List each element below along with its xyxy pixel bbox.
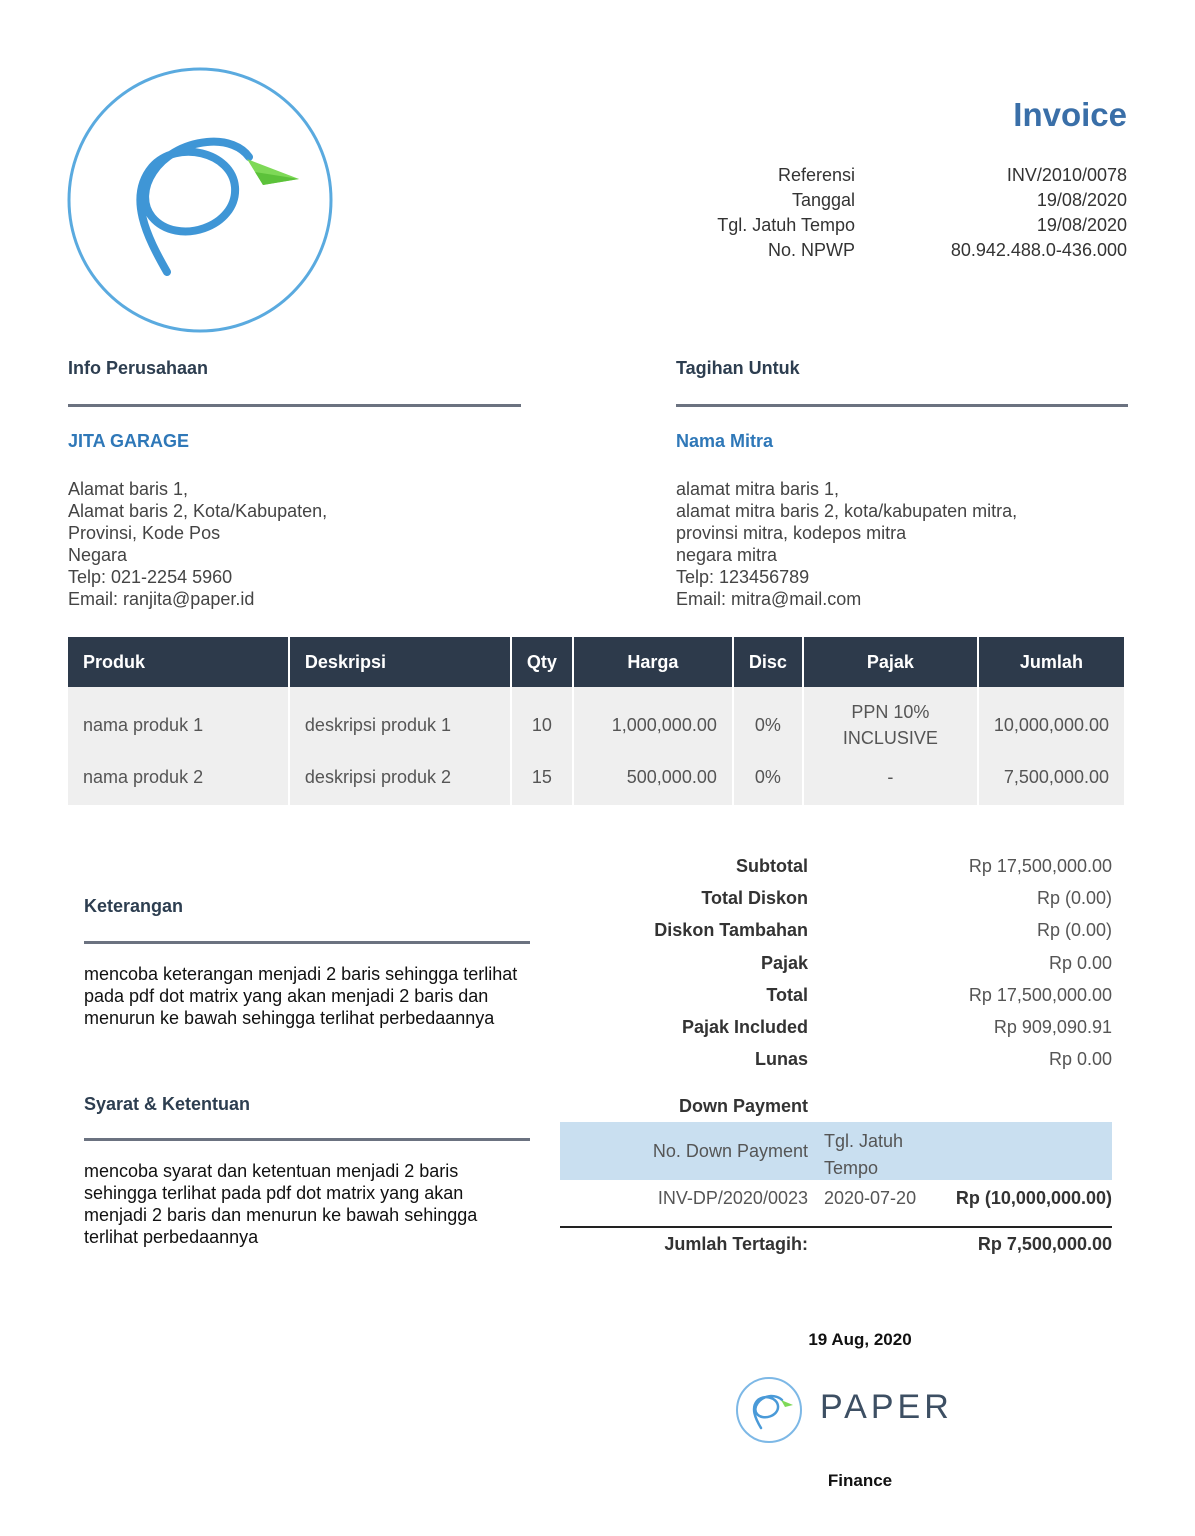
summary-row-paid bbox=[560, 1044, 1112, 1076]
dp-col-due-line: Tgl. Jatuh bbox=[824, 1131, 904, 1151]
down-payment-row bbox=[560, 1180, 1112, 1216]
company-email: Email: ranjita@paper.id bbox=[68, 589, 255, 609]
cell-harga: 1,000,000.00 bbox=[574, 687, 732, 763]
down-payment-header bbox=[560, 1122, 1112, 1180]
meta-label: Tanggal bbox=[791, 190, 855, 210]
summary-row-total-discount bbox=[560, 882, 1112, 914]
dp-col-due bbox=[824, 1128, 903, 1182]
billing-section-title: Tagihan Untuk bbox=[676, 358, 800, 378]
billing-phone: Telp: 123456789 bbox=[676, 567, 810, 587]
cell-disc: 0% bbox=[734, 687, 802, 763]
meta-row-due-date bbox=[600, 213, 1127, 238]
meta-row-reference bbox=[600, 163, 1127, 188]
summary-value: Rp 17,500,000.00 bbox=[968, 855, 1112, 876]
summary-row-total bbox=[560, 979, 1112, 1011]
col-header-pajak: Pajak bbox=[804, 637, 977, 687]
meta-row-date bbox=[600, 188, 1127, 213]
summary-value: Rp 0.00 bbox=[1048, 952, 1112, 973]
billing-address bbox=[676, 478, 1017, 610]
amount-due-divider bbox=[560, 1226, 1112, 1228]
summary-row-tax-included bbox=[560, 1011, 1112, 1043]
table-header-row bbox=[68, 637, 1124, 687]
billing-name: Nama Mitra bbox=[676, 431, 774, 451]
company-section-title: Info Perusahaan bbox=[68, 358, 209, 378]
address-line: negara mitra bbox=[676, 545, 778, 565]
summary-block bbox=[560, 850, 1112, 1076]
meta-label: No. NPWP bbox=[767, 240, 855, 260]
company-address bbox=[68, 478, 327, 610]
terms-text: mencoba syarat dan ketentuan menjadi 2 baris sehingga terlihat pada pdf dot matrix yang akan menjadi 2 baris dan menurun ke bawah sehingga terlihat perbedaannya bbox=[84, 1161, 478, 1247]
down-payment-title: Down Payment bbox=[678, 1096, 808, 1116]
summary-label: Pajak bbox=[760, 952, 808, 973]
col-header-disc: Disc bbox=[734, 637, 802, 687]
signature-date: 19 Aug, 2020 bbox=[808, 1330, 912, 1349]
col-header-produk: Produk bbox=[68, 637, 288, 687]
col-header-deskripsi: Deskripsi bbox=[290, 637, 510, 687]
items-table bbox=[66, 637, 1126, 805]
meta-label: Tgl. Jatuh Tempo bbox=[717, 215, 855, 235]
company-logo-icon bbox=[67, 67, 333, 333]
cell-qty: 10 bbox=[512, 687, 572, 763]
summary-value: Rp 909,090.91 bbox=[993, 1017, 1112, 1038]
company-divider bbox=[68, 404, 521, 407]
address-line: Provinsi, Kode Pos bbox=[68, 523, 221, 543]
summary-value: Rp 0.00 bbox=[1048, 1049, 1112, 1070]
amount-due-label: Jumlah Tertagih: bbox=[664, 1234, 808, 1254]
dp-date: 2020-07-20 bbox=[824, 1188, 917, 1208]
signature-role: Finance bbox=[827, 1471, 893, 1490]
col-header-jumlah: Jumlah bbox=[979, 637, 1124, 687]
cell-pajak bbox=[804, 687, 977, 763]
company-phone: Telp: 021-2254 5960 bbox=[68, 567, 233, 587]
cell-deskripsi: deskripsi produk 1 bbox=[290, 687, 510, 763]
summary-value: Rp 17,500,000.00 bbox=[968, 984, 1112, 1005]
col-header-harga: Harga bbox=[574, 637, 732, 687]
cell-harga: 500,000.00 bbox=[574, 763, 732, 805]
cell-produk: nama produk 1 bbox=[68, 687, 288, 763]
terms-title: Syarat & Ketentuan bbox=[84, 1094, 251, 1114]
cell-pajak: - bbox=[804, 763, 977, 805]
summary-label: Diskon Tambahan bbox=[654, 920, 808, 941]
meta-row-npwp bbox=[600, 238, 1127, 263]
notes-text: mencoba keterangan menjadi 2 baris sehingga terlihat pada pdf dot matrix yang akan menjadi 2 baris dan menurun ke bawah sehingga terlihat perbedaannya bbox=[84, 964, 518, 1028]
meta-value: 19/08/2020 bbox=[1036, 215, 1127, 235]
summary-label: Pajak Included bbox=[681, 1017, 808, 1038]
paper-logo-icon bbox=[735, 1376, 803, 1444]
summary-value: Rp (0.00) bbox=[1036, 887, 1112, 908]
col-header-qty: Qty bbox=[512, 637, 572, 687]
address-line: alamat mitra baris 2, kota/kabupaten mitra, bbox=[676, 501, 1018, 521]
address-line: provinsi mitra, kodepos mitra bbox=[676, 523, 907, 543]
table-row bbox=[68, 763, 1124, 805]
cell-jumlah: 7,500,000.00 bbox=[979, 763, 1124, 805]
company-name: JITA GARAGE bbox=[68, 431, 190, 451]
billing-divider bbox=[676, 404, 1128, 407]
meta-label: Referensi bbox=[777, 165, 855, 185]
paper-brand-text: PAPER bbox=[820, 1388, 953, 1426]
cell-jumlah: 10,000,000.00 bbox=[979, 687, 1124, 763]
billing-email: Email: mitra@mail.com bbox=[676, 589, 862, 609]
summary-row-tax bbox=[560, 947, 1112, 979]
summary-label: Lunas bbox=[754, 1049, 808, 1070]
summary-row-extra-discount bbox=[560, 915, 1112, 947]
address-line: Alamat baris 1, bbox=[68, 479, 189, 499]
notes-divider bbox=[84, 941, 530, 944]
meta-value: INV/2010/0078 bbox=[1006, 165, 1127, 185]
terms-divider bbox=[84, 1138, 530, 1141]
pajak-line: PPN 10% bbox=[851, 702, 930, 722]
dp-amount: Rp (10,000,000.00) bbox=[955, 1188, 1112, 1208]
summary-label: Total Diskon bbox=[701, 887, 808, 908]
dp-number: INV-DP/2020/0023 bbox=[657, 1188, 808, 1208]
address-line: Negara bbox=[68, 545, 128, 565]
dp-col-due-line: Tempo bbox=[824, 1158, 879, 1178]
summary-row-subtotal bbox=[560, 850, 1112, 882]
meta-value: 80.942.488.0-436.000 bbox=[950, 240, 1127, 260]
amount-due-value: Rp 7,500,000.00 bbox=[977, 1234, 1112, 1254]
cell-deskripsi: deskripsi produk 2 bbox=[290, 763, 510, 805]
invoice-meta bbox=[600, 163, 1127, 263]
cell-qty: 15 bbox=[512, 763, 572, 805]
summary-label: Total bbox=[766, 984, 808, 1005]
notes-title: Keterangan bbox=[84, 896, 184, 916]
address-line: Alamat baris 2, Kota/Kabupaten, bbox=[68, 501, 328, 521]
summary-value: Rp (0.00) bbox=[1036, 920, 1112, 941]
cell-disc: 0% bbox=[734, 763, 802, 805]
cell-produk: nama produk 2 bbox=[68, 763, 288, 805]
pajak-line: INCLUSIVE bbox=[842, 728, 938, 748]
dp-col-number: No. Down Payment bbox=[652, 1141, 808, 1161]
table-row bbox=[68, 687, 1124, 763]
address-line: alamat mitra baris 1, bbox=[676, 479, 840, 499]
summary-label: Subtotal bbox=[736, 855, 808, 876]
invoice-title: Invoice bbox=[1013, 96, 1127, 133]
meta-value: 19/08/2020 bbox=[1036, 190, 1127, 210]
